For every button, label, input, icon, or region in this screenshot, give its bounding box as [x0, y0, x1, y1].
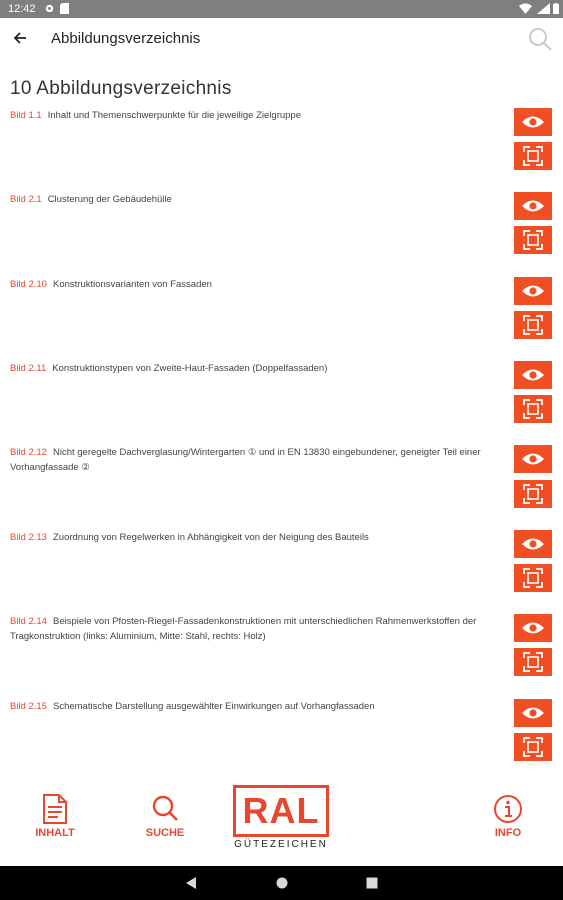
settings-icon — [44, 3, 55, 14]
wifi-icon — [519, 3, 532, 14]
figure-number: Bild 2.11 — [10, 363, 47, 374]
app-bar — [0, 18, 563, 60]
nav-suche-button[interactable] — [140, 793, 190, 839]
figure-number: Bild 1.1 — [10, 110, 42, 121]
fullscreen-button[interactable] — [514, 395, 552, 423]
fullscreen-icon — [514, 226, 552, 254]
nav-back-icon[interactable] — [185, 877, 197, 889]
view-button[interactable] — [514, 108, 552, 136]
fullscreen-button[interactable] — [514, 648, 552, 676]
view-button[interactable] — [514, 699, 552, 727]
fullscreen-icon — [514, 311, 552, 339]
list-item[interactable] — [10, 108, 504, 123]
figure-caption: Konstruktionsvarianten von Fassaden — [52, 279, 212, 290]
list-item[interactable] — [10, 614, 504, 644]
nav-home-icon[interactable] — [276, 877, 288, 889]
app-bar-title: Abbildungsverzeichnis — [51, 30, 201, 47]
nav-recents-icon[interactable] — [366, 877, 378, 889]
figure-caption: Schematische Darstellung ausgewählter Einwirkungen auf Vorhangfassaden — [52, 701, 375, 712]
view-button[interactable] — [514, 361, 552, 389]
eye-icon — [514, 699, 552, 727]
ral-logo-text: RAL — [242, 790, 320, 831]
fullscreen-icon — [514, 564, 552, 592]
sd-card-icon — [60, 3, 69, 14]
figure-number: Bild 2.1 — [10, 194, 42, 205]
view-button[interactable] — [514, 277, 552, 305]
eye-icon — [514, 614, 552, 642]
figure-caption: Nicht geregelte Dachverglasung/Wintergarten ① und in EN 13830 eingebundener, geneigter Teil einer Vorhangfassade ② — [10, 447, 481, 473]
fullscreen-button[interactable] — [514, 226, 552, 254]
fullscreen-icon — [514, 733, 552, 761]
view-button[interactable] — [514, 530, 552, 558]
figure-number: Bild 2.15 — [10, 701, 47, 712]
fullscreen-button[interactable] — [514, 564, 552, 592]
eye-icon — [514, 192, 552, 220]
signal-icon — [537, 3, 550, 14]
view-button[interactable] — [514, 192, 552, 220]
list-item[interactable] — [10, 277, 504, 292]
info-icon — [492, 793, 524, 825]
list-item[interactable] — [10, 361, 504, 376]
system-navigation-bar — [0, 866, 563, 900]
search-icon[interactable] — [527, 26, 553, 52]
page-title: 10 Abbildungsverzeichnis — [10, 78, 232, 99]
nav-inhalt-label: INHALT — [35, 827, 75, 839]
figure-number: Bild 2.14 — [10, 616, 47, 627]
view-button[interactable] — [514, 445, 552, 473]
ral-logo-subtitle: GÜTEZEICHEN — [234, 839, 328, 850]
fullscreen-icon — [514, 395, 552, 423]
figure-number: Bild 2.13 — [10, 532, 47, 543]
eye-icon — [514, 361, 552, 389]
eye-icon — [514, 445, 552, 473]
fullscreen-button[interactable] — [514, 733, 552, 761]
nav-info-label: INFO — [494, 827, 522, 839]
fullscreen-button[interactable] — [514, 480, 552, 508]
figure-caption: Inhalt und Themenschwerpunkte für die jeweilige Zielgruppe — [47, 110, 301, 121]
nav-inhalt-button[interactable] — [30, 793, 80, 839]
eye-icon — [514, 108, 552, 136]
figure-number: Bild 2.10 — [10, 279, 47, 290]
list-item[interactable] — [10, 192, 504, 207]
ral-logo — [233, 785, 329, 837]
list-item[interactable] — [10, 530, 504, 545]
figure-caption: Beispiele von Pfosten-Riegel-Fassadenkonstruktionen mit unterschiedlichen Rahmenwerkstoffen der Tragkonstruktion (links: Aluminium, Mitte: Stahl, rechts: Holz) — [10, 616, 477, 642]
figure-caption: Zuordnung von Regelwerken in Abhängigkeit von der Neigung des Bauteils — [52, 532, 369, 543]
list-item[interactable] — [10, 445, 504, 475]
back-arrow-icon[interactable] — [10, 28, 30, 48]
fullscreen-icon — [514, 480, 552, 508]
status-time: 12:42 — [8, 3, 36, 15]
view-button[interactable] — [514, 614, 552, 642]
list-item[interactable] — [10, 699, 504, 714]
eye-icon — [514, 530, 552, 558]
battery-icon — [553, 3, 559, 14]
fullscreen-icon — [514, 142, 552, 170]
eye-icon — [514, 277, 552, 305]
nav-suche-label: SUCHE — [145, 827, 185, 839]
status-bar — [0, 0, 563, 18]
nav-info-button[interactable] — [483, 793, 533, 839]
document-icon — [42, 793, 68, 825]
figure-caption: Konstruktionstypen von Zweite-Haut-Fassaden (Doppelfassaden) — [52, 363, 328, 374]
figure-number: Bild 2.12 — [10, 447, 47, 458]
fullscreen-icon — [514, 648, 552, 676]
search-icon — [151, 793, 179, 825]
fullscreen-button[interactable] — [514, 311, 552, 339]
fullscreen-button[interactable] — [514, 142, 552, 170]
figure-caption: Clusterung der Gebäudehülle — [47, 194, 172, 205]
